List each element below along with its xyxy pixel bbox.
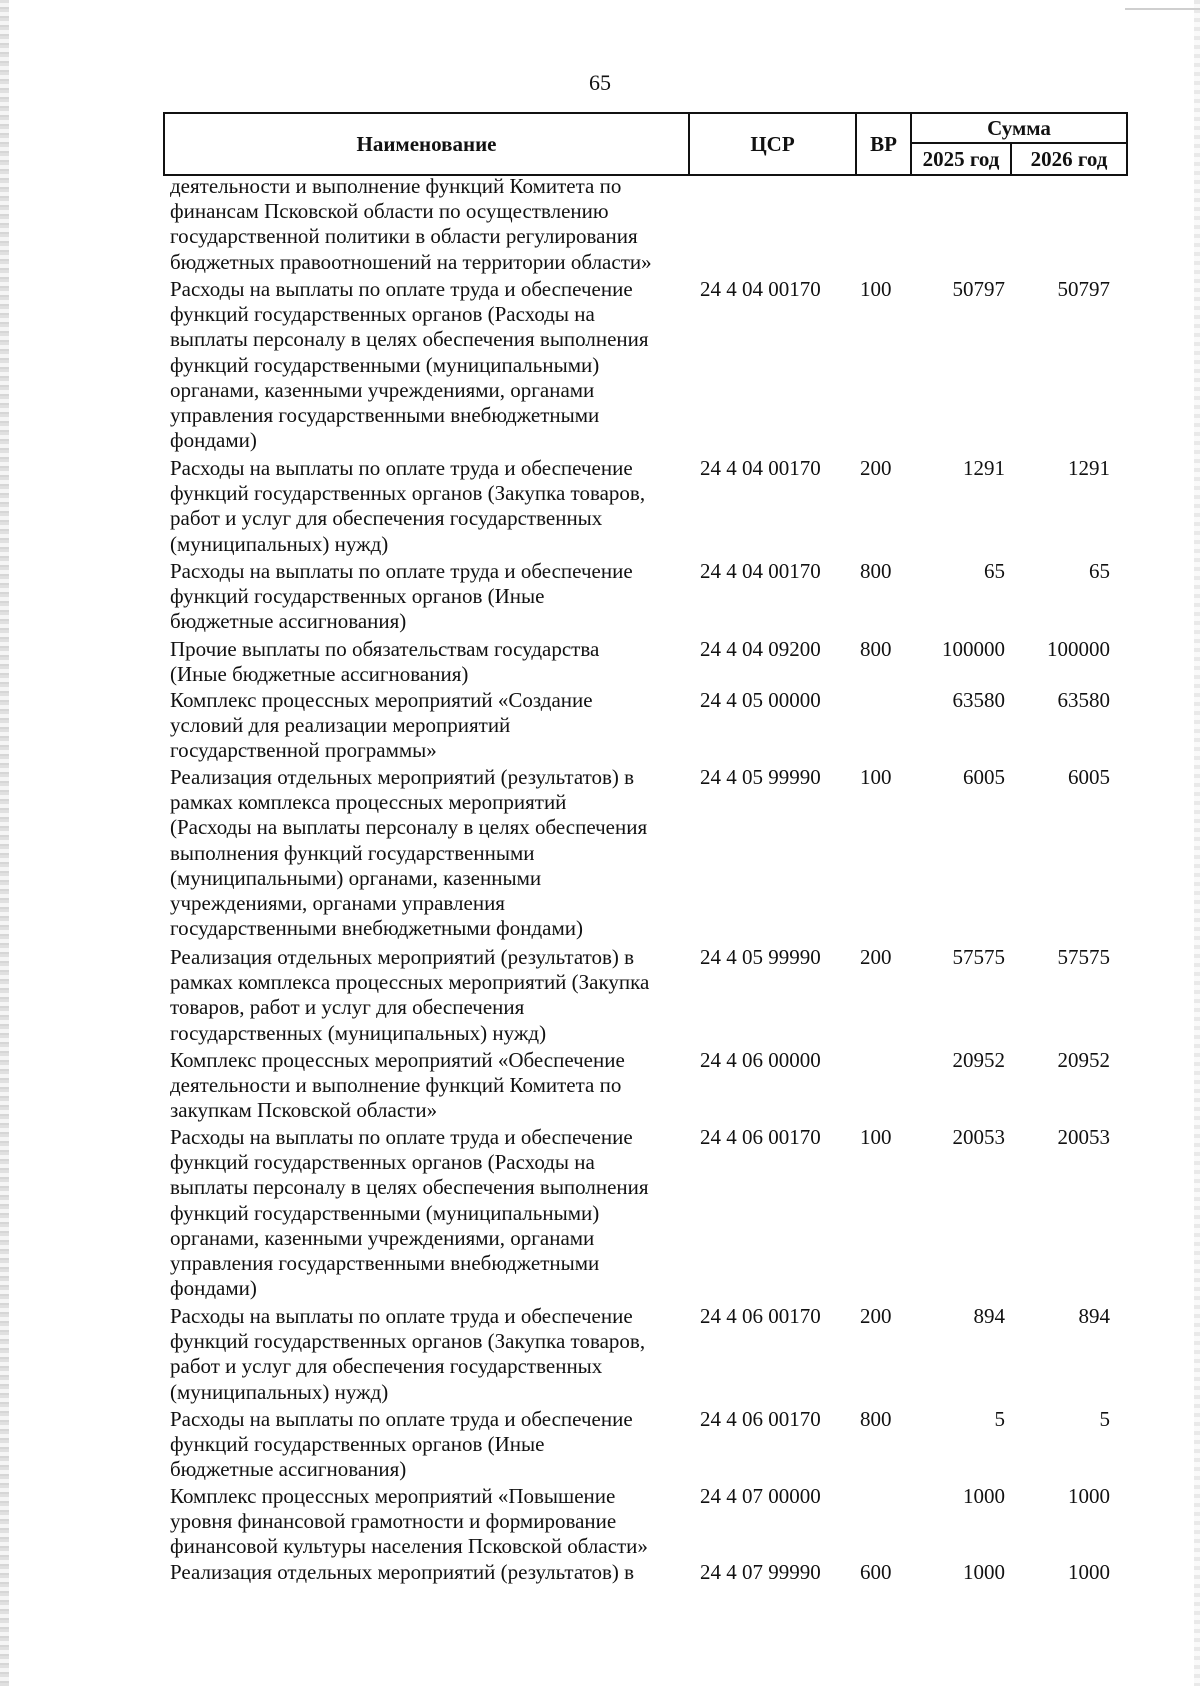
header-vr: ВР: [857, 114, 912, 174]
row-name: Расходы на выплаты по оплате труда и обеспечение функций государственных органов (Расходы на выплаты персоналу в целях обеспечения выполнения функций государственными (муниципальными) органами, казенными учреждениями, органами управления государственными внебюджетными фондами): [170, 1125, 649, 1301]
row-sum-2025: 50797: [952, 277, 1005, 301]
row-sum-2026: 65: [1089, 559, 1110, 583]
row-name: Расходы на выплаты по оплате труда и обеспечение функций государственных органов (Иные бюджетные ассигнования): [170, 1407, 633, 1482]
row-sum-2025: 6005: [963, 765, 1005, 789]
row-name: Комплекс процессных мероприятий «Обеспечение деятельности и выполнение функций Комитета по закупкам Псковской области»: [170, 1048, 625, 1123]
row-name: Комплекс процессных мероприятий «Создание условий для реализации мероприятий государственной программы»: [170, 688, 593, 763]
header-sum: Сумма: [912, 114, 1126, 144]
row-sum-2026: 50797: [1057, 277, 1110, 301]
row-vr: 100: [860, 277, 892, 301]
row-sum-2025: 63580: [952, 688, 1005, 712]
header-year-2026: 2026 год: [1030, 146, 1108, 171]
row-vr: 100: [860, 765, 892, 789]
row-name: деятельности и выполнение функций Комитета по финансам Псковской области по осуществлению государственной политики в области регулирования бюджетных правоотношений на территории области»: [170, 174, 652, 274]
row-sum-2025: 65: [984, 559, 1005, 583]
row-csr: 24 4 07 99990: [700, 1560, 821, 1584]
row-csr: 24 4 06 00000: [700, 1048, 821, 1072]
row-sum-2025: 894: [973, 1304, 1005, 1328]
row-csr: 24 4 05 00000: [700, 688, 821, 712]
row-name: Расходы на выплаты по оплате труда и обеспечение функций государственных органов (Закупка товаров, работ и услуг для обеспечения государственных (муниципальных) нужд): [170, 1304, 646, 1404]
row-sum-2026: 1291: [1068, 456, 1110, 480]
row-vr: 800: [860, 637, 892, 661]
row-name: Реализация отдельных мероприятий (результатов) в рамках комплекса процессных мероприятий (Закупка товаров, работ и услуг для обеспечения государственных (муниципальных) нужд): [170, 945, 650, 1045]
header-name: Наименование: [165, 114, 690, 174]
row-name: Расходы на выплаты по оплате труда и обеспечение функций государственных органов (Расходы на выплаты персоналу в целях обеспечения выполнения функций государственными (муниципальными) органами, казенными учреждениями, органами управления государственными внебюджетными фондами): [170, 277, 649, 453]
row-vr: 200: [860, 456, 892, 480]
row-sum-2026: 6005: [1068, 765, 1110, 789]
row-sum-2025: 5: [994, 1407, 1005, 1431]
row-name: Расходы на выплаты по оплате труда и обеспечение функций государственных органов (Иные бюджетные ассигнования): [170, 559, 633, 634]
row-sum-2026: 20952: [1057, 1048, 1110, 1072]
row-vr: 800: [860, 1407, 892, 1431]
row-sum-2025: 57575: [952, 945, 1005, 969]
row-sum-2025: 1000: [963, 1560, 1005, 1584]
row-csr: 24 4 04 00170: [700, 277, 821, 301]
row-vr: 100: [860, 1125, 892, 1149]
row-sum-2026: 1000: [1068, 1560, 1110, 1584]
row-vr: 800: [860, 559, 892, 583]
row-sum-2026: 5: [1099, 1407, 1110, 1431]
row-sum-2026: 20053: [1057, 1125, 1110, 1149]
row-sum-2025: 100000: [942, 637, 1005, 661]
row-sum-2026: 1000: [1068, 1484, 1110, 1508]
row-sum-2025: 1291: [963, 456, 1005, 480]
row-sum-2026: 894: [1078, 1304, 1110, 1328]
row-csr: 24 4 06 00170: [700, 1304, 821, 1328]
row-sum-2025: 20053: [952, 1125, 1005, 1149]
row-name: Расходы на выплаты по оплате труда и обеспечение функций государственных органов (Закупка товаров, работ и услуг для обеспечения государственных (муниципальных) нужд): [170, 456, 646, 556]
row-sum-2025: 20952: [952, 1048, 1005, 1072]
row-csr: 24 4 06 00170: [700, 1407, 821, 1431]
row-csr: 24 4 04 00170: [700, 559, 821, 583]
row-csr: 24 4 05 99990: [700, 945, 821, 969]
row-vr: 600: [860, 1560, 892, 1584]
page-number: 65: [589, 70, 611, 95]
row-csr: 24 4 05 99990: [700, 765, 821, 789]
row-sum-2026: 100000: [1047, 637, 1110, 661]
row-sum-2026: 57575: [1057, 945, 1110, 969]
header-csr: ЦСР: [690, 114, 857, 174]
row-sum-2025: 1000: [963, 1484, 1005, 1508]
row-vr: 200: [860, 1304, 892, 1328]
row-name: Реализация отдельных мероприятий (результатов) в рамках комплекса процессных мероприятий (Расходы на выплаты персоналу в целях обеспечения выполнения функций государственными (муниципальными) органами, казенными учреждениями, органами управления государственными внебюджетными фондами): [170, 765, 648, 941]
row-vr: 200: [860, 945, 892, 969]
row-name: Комплекс процессных мероприятий «Повышение уровня финансовой грамотности и формирование финансовой культуры населения Псковской области»: [170, 1484, 648, 1559]
row-name: Прочие выплаты по обязательствам государства (Иные бюджетные ассигнования): [170, 637, 600, 687]
row-csr: 24 4 07 00000: [700, 1484, 821, 1508]
row-csr: 24 4 04 00170: [700, 456, 821, 480]
row-name: Реализация отдельных мероприятий (результатов) в: [170, 1560, 635, 1584]
header-year-2025: 2025 год: [912, 144, 1012, 174]
row-csr: 24 4 06 00170: [700, 1125, 821, 1149]
row-csr: 24 4 04 09200: [700, 637, 821, 661]
row-sum-2026: 63580: [1057, 688, 1110, 712]
